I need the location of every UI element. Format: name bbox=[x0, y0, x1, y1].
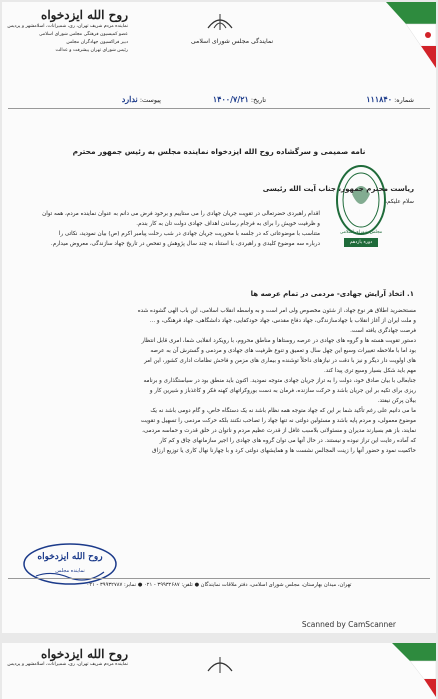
iran-flag-icon bbox=[376, 2, 436, 72]
parliament-emblem-icon bbox=[334, 164, 388, 252]
intro-line: و ظرفیت خویش را برای به فرجام رساندن اهداف جهادی دولت تان به کار بندم. bbox=[136, 221, 320, 227]
section1-line: دستور تقویت هسته ها و گروه های جهادی در عرصه روستاها و مناطق محروم، با رویکرد انقلابی شما، امری قابل انتظار bbox=[141, 338, 416, 344]
section1-heading: ۱. اتخاذ آرایش جهادی- مردمی در تمام عرصه ها bbox=[250, 290, 414, 298]
section1-line: و ملت ایران از آغاز انقلاب با جهادسازندگی، جهاد دفاع مقدس، جهاد خودکفایی، جهاد دانشگاهی، جهاد فرهنگی، و ... bbox=[149, 318, 416, 324]
section1-line: نمایند، باز هم بسیارند مدیران و مسئولانی بلاسبب غافل از قدرت عظیم مردم و ناتوان در خلق قدرت و حماسه مردمی، bbox=[142, 428, 416, 434]
header-sub-2: عضو کمیسیون فرهنگی مجلس شورای اسلامی bbox=[38, 32, 128, 37]
scanner-watermark: Scanned by CamScanner bbox=[301, 620, 396, 629]
intro-line: متناسب با موضوعاتی که در جلسه با محوریت جریان جهادی در شب رحلت پیامبر اکرم (ص) بیان نمودید، نکاتی را bbox=[58, 231, 320, 237]
greeting: سلام علیکم، bbox=[385, 199, 414, 205]
section1-line: بیلان پرکن نیفتد. bbox=[377, 398, 416, 404]
number-label: شماره: bbox=[394, 96, 414, 104]
header-sub-4: رئیس شورای تهران پیشرفت و عدالت bbox=[55, 48, 128, 53]
section1-paragraphs bbox=[20, 306, 416, 456]
section1-line: بود اما با ملاحظه تغییرات وسیع این چهل سال و تعمیق و تنوع ظرفیت های جهادی و مردمی و گسترش آن به عرصه bbox=[150, 348, 416, 354]
header-name-block bbox=[8, 8, 128, 55]
letter-page-2 bbox=[2, 643, 436, 699]
section1-line: فرصت جهادگری یافته است. bbox=[350, 328, 416, 334]
section1-line: موضوع معمولی، و مردم پایه باشد و مسئولین دولتی نه تنها جهاد را تصاحب نکنند بلکه حرکت مردمی را تسهیل و تقویت bbox=[140, 418, 416, 424]
emblem-text: مجلس شورای اسلامی bbox=[339, 230, 383, 235]
number-value: ۱۱۱۸۴۰ bbox=[366, 94, 392, 104]
section1-line: که آماده رعایت این تراز نبوده و نیستند. در حال آنها می توان گروه های جهادی را اجیر سازمانهای چاق و کم کار bbox=[159, 438, 416, 444]
letter-page bbox=[2, 2, 436, 633]
signature-stamp-icon bbox=[22, 542, 118, 586]
section1-line: حاکمیت نمود و حضور آنها را زینت المجالس نشست ها و همایشهای دولتی کرد و با چهارنا نهال کاری یا توزیع ارزاق bbox=[152, 448, 416, 454]
signature-text: نماینده مجلس bbox=[55, 568, 85, 574]
iran-flag-icon bbox=[384, 643, 436, 699]
attachment-label: پیوست: bbox=[139, 96, 161, 104]
page2-sub: نماینده مردم شریف تهران، ری، شمیرانات، اسلامشهر و پردیس bbox=[7, 662, 128, 667]
parliament-logo-icon bbox=[200, 653, 240, 675]
page2-name-block bbox=[8, 647, 128, 667]
section1-line: ریزی برای تکیه بر این جریان باشد و حرکت سازنده، فرمان به دست بوروکراتهای کهنه فکر و کاغذباز و شیرین کار و bbox=[149, 388, 416, 394]
intro-line: اقدام راهبردی حضرتعالی در تقویت جریان جهادی را می ستاییم و برخود فرض می دانم به عنوان نماینده مردم، همه توان bbox=[42, 211, 320, 217]
header-name: روح الله ایزدخواه bbox=[41, 8, 128, 22]
date-field bbox=[213, 94, 266, 104]
date-label: تاریخ: bbox=[250, 96, 266, 104]
attachment-value: ندارد bbox=[121, 94, 138, 104]
section1-line: جنابعالی با بیان صادق خود، دولت را به تراز جریان جهادی متوجه نمودید. اکنون باید منطق بود در سیاستگذاری و برنامه bbox=[143, 378, 416, 384]
section1-line: مستحضرید اطلاق هر نوع جهاد، از شئون مخصوص ولی امر است و به واسطه انقلاب اسلامی، این باب الهی گشوده شده bbox=[137, 308, 416, 314]
letter-title: نامه صمیمی و سرگشاده روح الله ایزدخواه نماینده مجلس به رئیس جمهور محترم bbox=[72, 147, 366, 156]
center-subtitle: نمایندگی مجلس شورای اسلامی bbox=[190, 38, 274, 45]
emblem-sub: دوره یازدهم bbox=[349, 240, 373, 245]
intro-line: درباره سه موضوع کلیدی و راهبردی، با استناد به چند سال پژوهش و تفحص در تاریخ جهاد سازندگی، معروض میدارم. bbox=[50, 241, 320, 247]
section1-line: ما می دانیم علی رغم تأکید شما بر این که جهاد متوجه همه نظام باشد نه یک دستگاه خاص، و گام دومی باشد نه یک bbox=[150, 408, 416, 414]
parliament-logo-icon bbox=[200, 10, 240, 32]
page2-name: روح الله ایزدخواه bbox=[41, 647, 128, 661]
salutation: ریاست محترم جمهور، جناب آیت الله رئیسی bbox=[262, 185, 414, 193]
header-divider bbox=[8, 108, 430, 109]
footer-address: تهران، میدان بهارستان، مجلس شورای اسلامی، دفتر ملاقات نمایندگان ● تلفن: ۳۹۹۳۲۶۸۷ - ۰۲۱ ● نمابر: ۳۹۹۳۲۷۸۷ - ۰۲۱ bbox=[86, 582, 352, 588]
number-field bbox=[366, 94, 414, 104]
section1-line: مهم باید شکل بسیار وسیع تری پیدا کند. bbox=[323, 368, 416, 374]
intro-paragraphs bbox=[20, 209, 320, 249]
header-sub-1: نماینده مردم شریف تهران، ری، شمیرانات، اسلامشهر و پردیس bbox=[7, 24, 128, 29]
footer-divider bbox=[8, 578, 430, 579]
attachment-field bbox=[122, 94, 161, 104]
date-value: ۱۴۰۰/۷/۲۱ bbox=[212, 94, 249, 104]
header-sub-3: دبیر فراکسیون جهادگران مجلس bbox=[66, 40, 128, 45]
stamp-text: روح الله ایزدخواه bbox=[37, 552, 103, 562]
section1-line: های اولویت دار دیگر و نیز با دقت در نیازهای داخلاً توشنده و بیماری های مزمن و فاحش نظامات اداری کشور، این امر bbox=[144, 358, 416, 364]
